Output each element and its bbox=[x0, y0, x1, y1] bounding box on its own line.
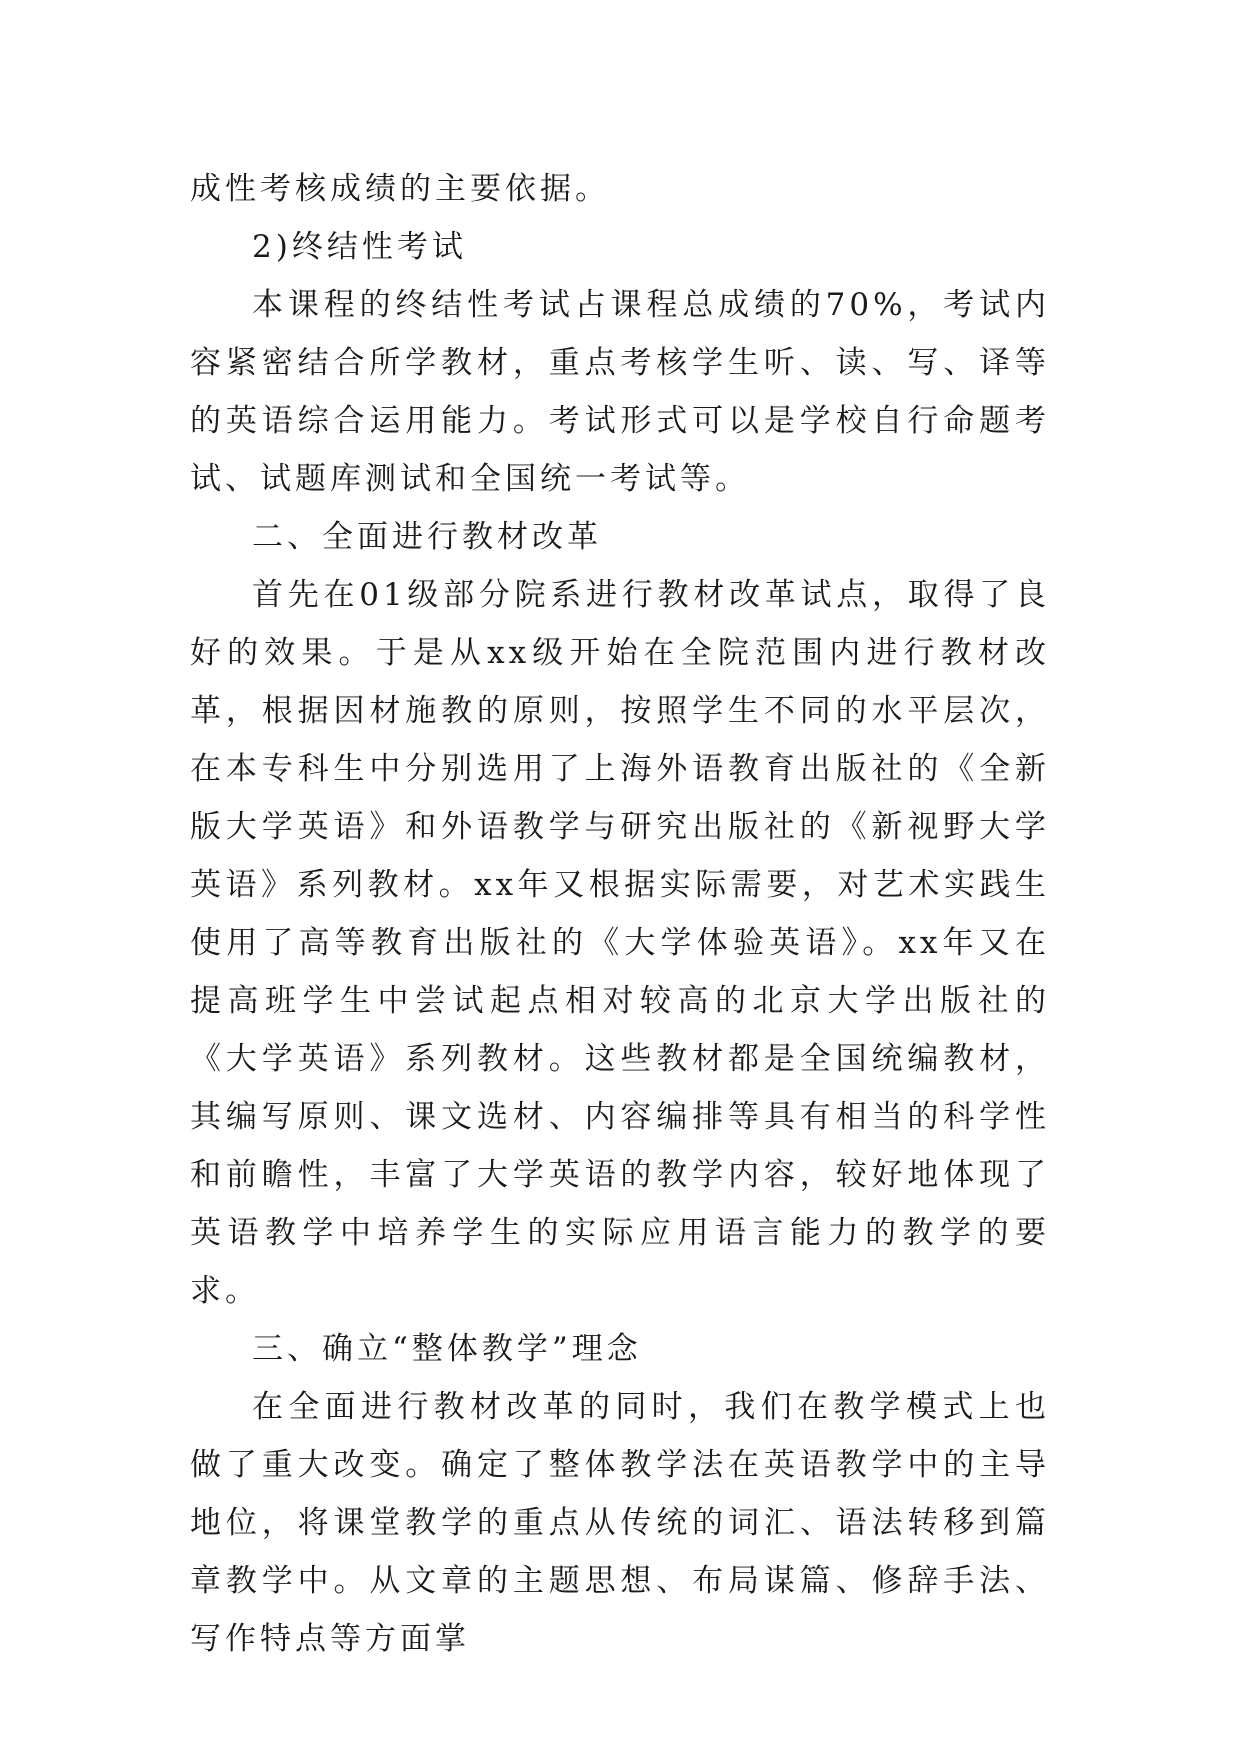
subheading-final-exam: 2)终结性考试 bbox=[252, 229, 467, 265]
paragraph-holistic-teaching: 在全面进行教材改革的同时，我们在教学模式上也做了重大改变。确定了整体教学法在英语教学中的主导地位，将课堂教学的重点从传统的词汇、语法转移到篇章教学中。从文章的主题思想、布局谋篇、修辞手法、写作特点等方面掌 bbox=[190, 1389, 1050, 1657]
heading-holistic-teaching: 三、确立“整体教学”理念 bbox=[252, 1331, 642, 1367]
document-body bbox=[190, 160, 1050, 1668]
heading-textbook-reform: 二、全面进行教材改革 bbox=[252, 519, 602, 555]
continuation-paragraph: 成性考核成绩的主要依据。 bbox=[190, 171, 610, 207]
paragraph-final-exam: 本课程的终结性考试占课程总成绩的70%，考试内容紧密结合所学教材，重点考核学生听、读、写、译等的英语综合运用能力。考试形式可以是学校自行命题考试、试题库测试和全国统一考试等。 bbox=[190, 287, 1050, 497]
paragraph-textbook-reform: 首先在01级部分院系进行教材改革试点，取得了良好的效果。于是从xx级开始在全院范围内进行教材改革，根据因材施教的原则，按照学生不同的水平层次，在本专科生中分别选用了上海外语教育出版社的《全新版大学英语》和外语教学与研究出版社的《新视野大学英语》系列教材。xx年又根据实际需要，对艺术实践生使用了高等教育出版社的《大学体验英语》。xx年又在提高班学生中尝试起点相对较高的北京大学出版社的《大学英语》系列教材。这些教材都是全国统编教材，其编写原则、课文选材、内容编排等具有相当的科学性和前瞻性，丰富了大学英语的教学内容，较好地体现了英语教学中培养学生的实际应用语言能力的教学的要求。 bbox=[190, 577, 1050, 1309]
